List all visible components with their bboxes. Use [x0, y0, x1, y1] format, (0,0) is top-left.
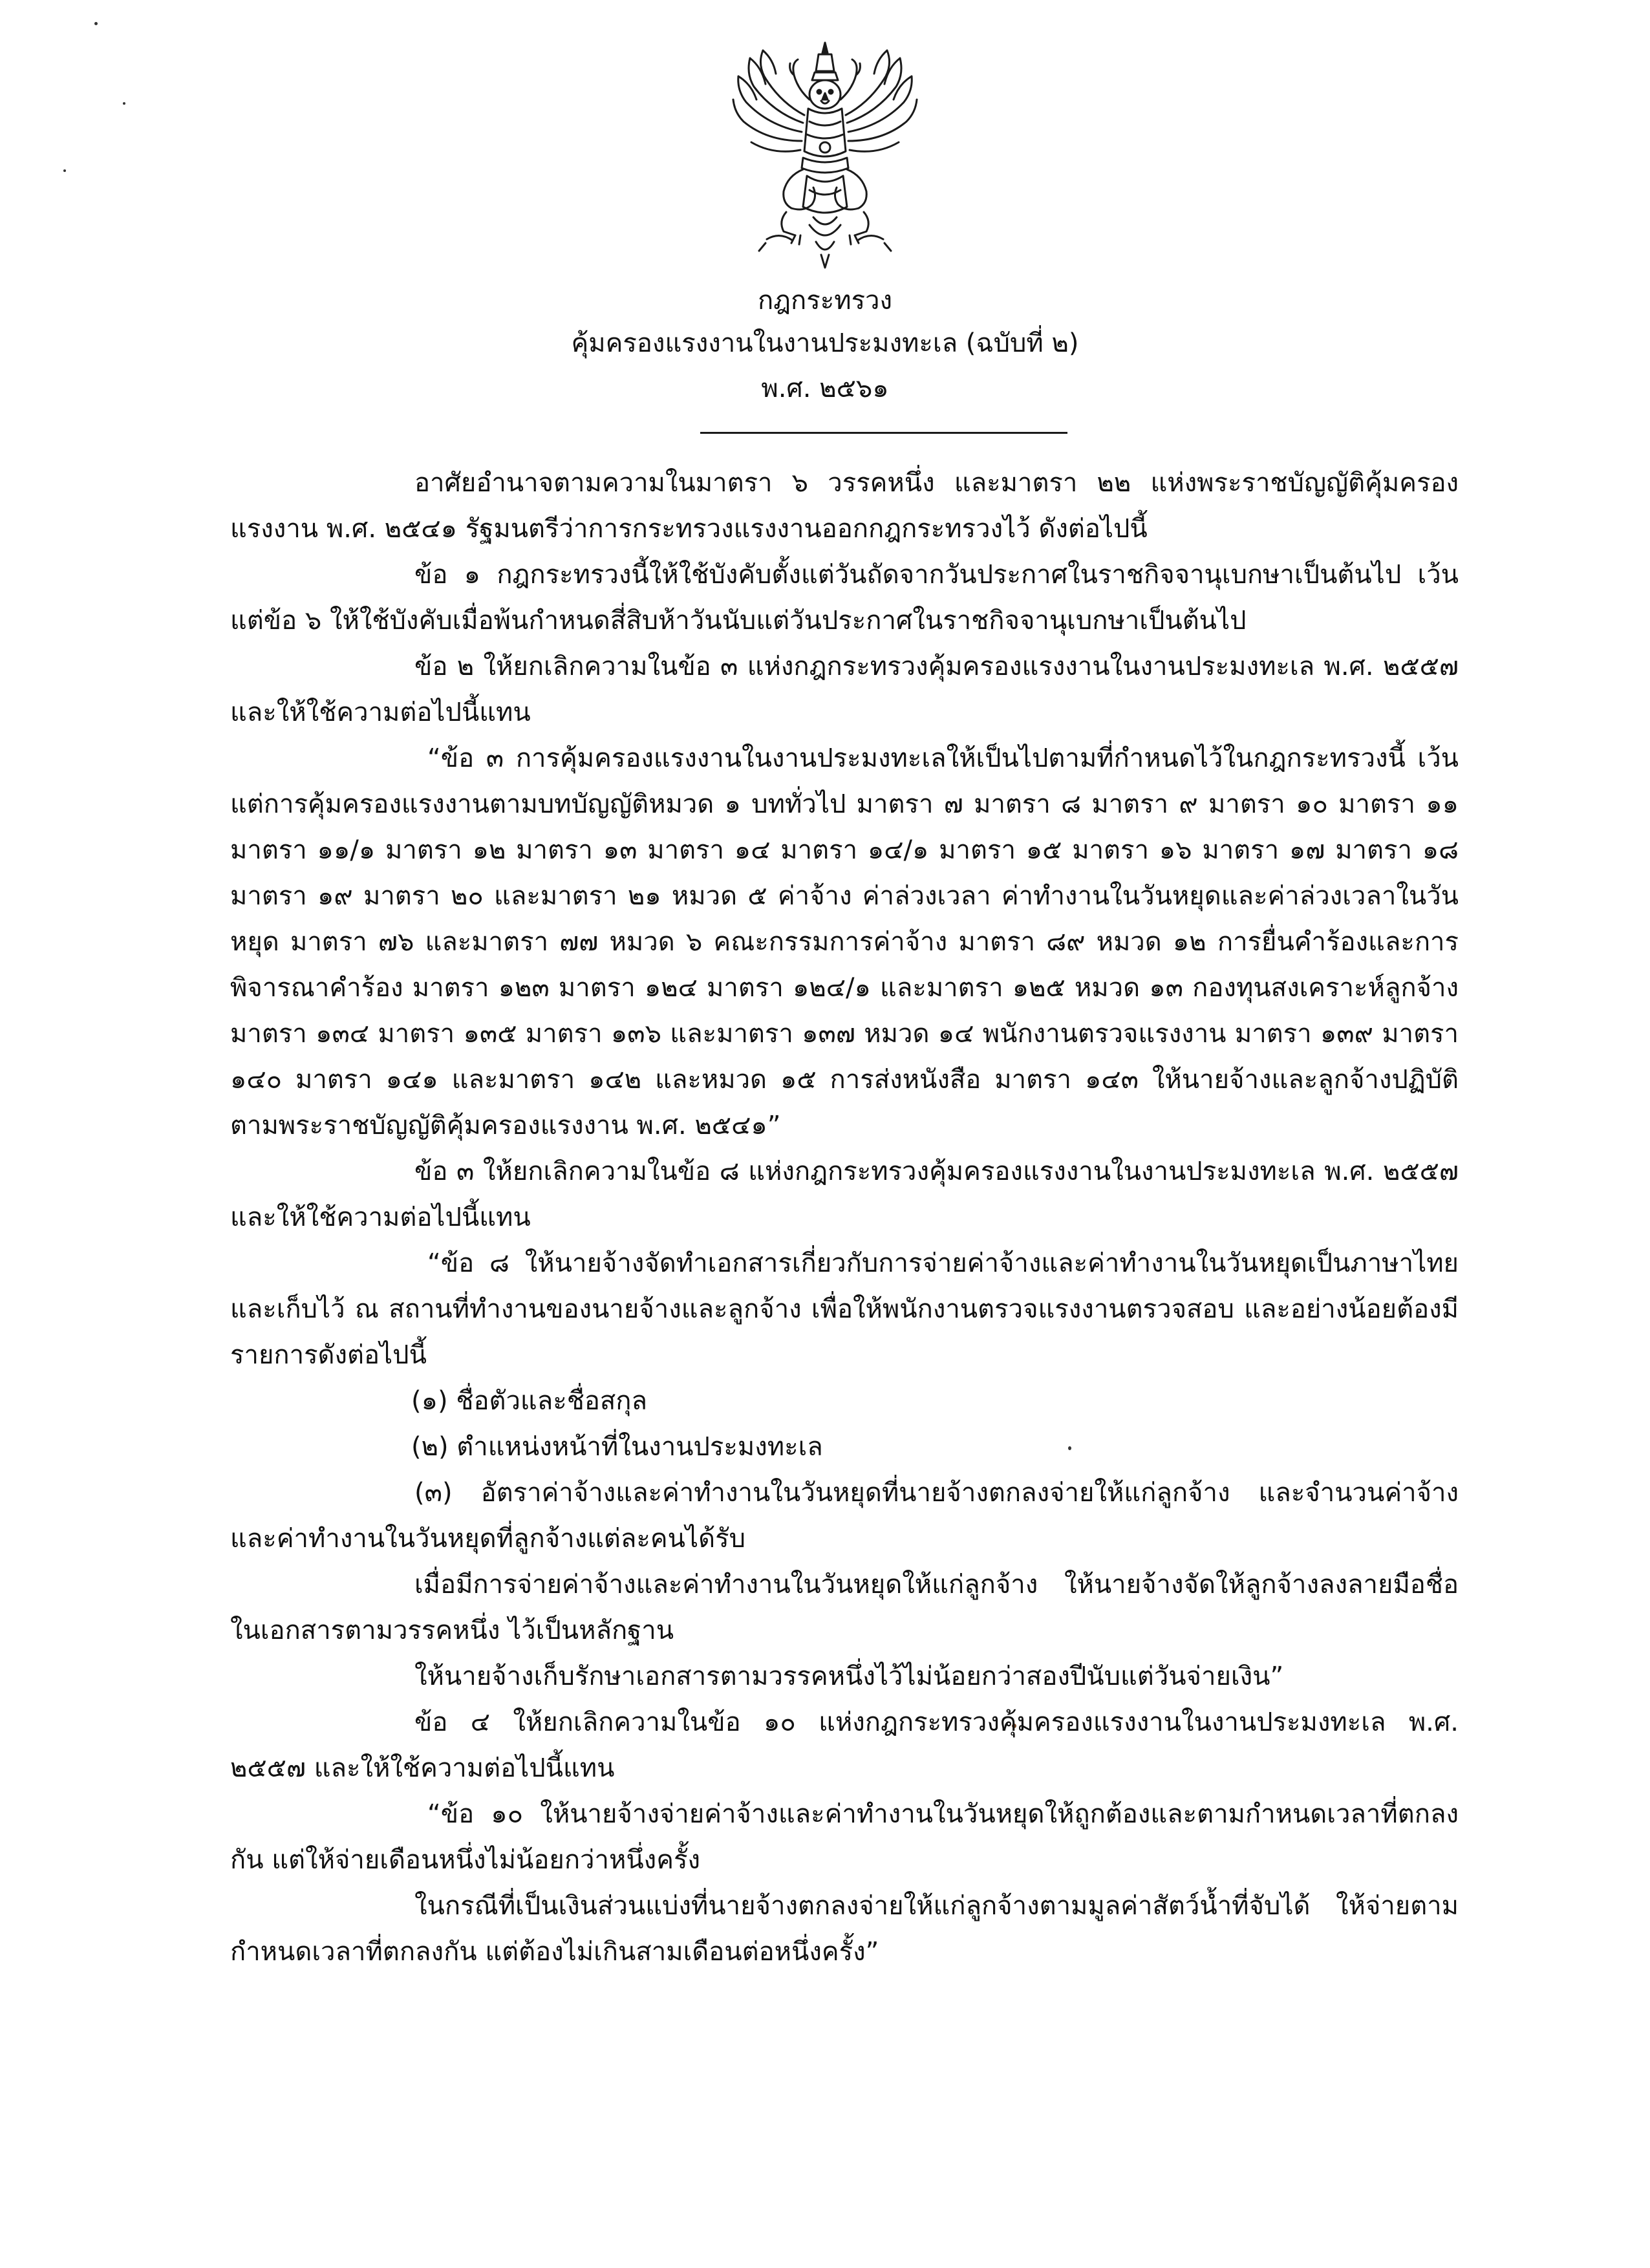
clause-4-amended-text: “ข้อ ๑๐ ให้นายจ้างจ่ายค่าจ้างและค่าทำงานในวันหยุดให้ถูกต้องและตามกำหนดเวลาที่ตกลงกัน แต่ให้จ่ายเดือนหนึ่งไม่น้อยกว่าหนึ่งครั้ง — [230, 1799, 1459, 1875]
header-divider — [700, 432, 1067, 434]
document-year: พ.ศ. ๒๕๖๑ — [761, 374, 889, 403]
scan-speck — [123, 102, 125, 105]
list-item-1: (๑) ชื่อตัวและชื่อสกุล — [411, 1386, 648, 1416]
clause-3: ข้อ ๓ ให้ยกเลิกความในข้อ ๘ แห่งกฎกระทรวงคุ้มครองแรงงานในงานประมงทะเล พ.ศ. ๒๕๕๗ และให้ใช้ความต่อไปนี้แทน — [230, 1157, 1459, 1232]
signature-requirement-paragraph: เมื่อมีการจ่ายค่าจ้างและค่าทำงานในวันหยุดให้แก่ลูกจ้าง ให้นายจ้างจัดให้ลูกจ้างลงลายมือชื่อในเอกสารตามวรรคหนึ่ง ไว้เป็นหลักฐาน — [230, 1570, 1459, 1645]
scan-speck — [94, 22, 98, 25]
scan-speck — [63, 169, 66, 172]
list-item-2: (๒) ตำแหน่งหน้าที่ในงานประมงทะเล — [411, 1432, 823, 1462]
clause-3-amended-text: “ข้อ ๘ ให้นายจ้างจัดทำเอกสารเกี่ยวกับการจ่ายค่าจ้างและค่าทำงานในวันหยุดเป็นภาษาไทย และเก็บไว้ ณ สถานที่ทำงานของนายจ้างและลูกจ้าง เพื่อให้พนักงานตรวจแรงงานตรวจสอบ และอย่างน้อยต้องมีรายการดังต่อไปนี้ — [230, 1248, 1459, 1370]
clause-2-amended-text: “ข้อ ๓ การคุ้มครองแรงงานในงานประมงทะเลให้เป็นไปตามที่กำหนดไว้ในกฎกระทรวงนี้ เว้นแต่การคุ้มครองแรงงานตามบทบัญญัติหมวด ๑ บททั่วไป มาตรา ๗ มาตรา ๘ มาตรา ๙ มาตรา ๑๐ มาตรา ๑๑ มาตรา ๑๑/๑ มาตรา ๑๒ มาตรา ๑๓ มาตรา ๑๔ มาตรา ๑๔/๑ มาตรา ๑๕ มาตรา ๑๖ มาตรา ๑๗ มาตรา ๑๘ มาตรา ๑๙ มาตรา ๒๐ และมาตรา ๒๑ หมวด ๕ ค่าจ้าง ค่าล่วงเวลา ค่าทำงานในวันหยุดและค่าล่วงเวลาในวันหยุด มาตรา ๗๖ และมาตรา ๗๗ หมวด ๖ คณะกรรมการค่าจ้าง มาตรา ๘๙ หมวด ๑๒ การยื่นคำร้องและการพิจารณาคำร้อง มาตรา ๑๒๓ มาตรา ๑๒๔ มาตรา ๑๒๔/๑ และมาตรา ๑๒๕ หมวด ๑๓ กองทุนสงเคราะห์ลูกจ้าง มาตรา ๑๓๔ มาตรา ๑๓๕ มาตรา ๑๓๖ และมาตรา ๑๓๗ หมวด ๑๔ พนักงานตรวจแรงงาน มาตรา ๑๓๙ มาตรา ๑๔๐ มาตรา ๑๔๑ และมาตรา ๑๔๒ และหมวด ๑๕ การส่งหนังสือ มาตรา ๑๔๓ ให้นายจ้างและลูกจ้างปฏิบัติตามพระราชบัญญัติคุ้มครองแรงงาน พ.ศ. ๒๕๔๑” — [230, 744, 1459, 1140]
clause-1: ข้อ ๑ กฎกระทรวงนี้ให้ใช้บังคับตั้งแต่วันถัดจากวันประกาศในราชกิจจานุเบกษาเป็นต้นไป เว้นแต่ข้อ ๖ ให้ใช้บังคับเมื่อพ้นกำหนดสี่สิบห้าวันนับแต่วันประกาศในราชกิจจานุเบกษาเป็นต้นไป — [230, 560, 1459, 636]
list-item-3: (๓) อัตราค่าจ้างและค่าทำงานในวันหยุดที่นายจ้างตกลงจ่ายให้แก่ลูกจ้าง และจำนวนค่าจ้างและค่าทำงานในวันหยุดที่ลูกจ้างแต่ละคนได้รับ — [230, 1478, 1459, 1554]
share-payment-paragraph: ในกรณีที่เป็นเงินส่วนแบ่งที่นายจ้างตกลงจ่ายให้แก่ลูกจ้างตามมูลค่าสัตว์น้ำที่จับได้ ให้จ่ายตามกำหนดเวลาที่ตกลงกัน แต่ต้องไม่เกินสามเดือนต่อหนึ่งครั้ง” — [230, 1891, 1459, 1967]
document-subtitle: คุ้มครองแรงงานในงานประมงทะเล (ฉบับที่ ๒) — [571, 328, 1079, 358]
clause-4: ข้อ ๔ ให้ยกเลิกความในข้อ ๑๐ แห่งกฎกระทรวงคุ้มครองแรงงานในงานประมงทะเล พ.ศ. ๒๕๕๗ และให้ใช้ความต่อไปนี้แทน — [230, 1707, 1459, 1783]
clause-2: ข้อ ๒ ให้ยกเลิกความในข้อ ๓ แห่งกฎกระทรวงคุ้มครองแรงงานในงานประมงทะเล พ.ศ. ๒๕๕๗ และให้ใช้ความต่อไปนี้แทน — [230, 652, 1459, 727]
document-body — [230, 460, 1459, 1975]
retention-paragraph: ให้นายจ้างเก็บรักษาเอกสารตามวรรคหนึ่งไว้ไม่น้อยกว่าสองปีนับแต่วันจ่ายเงิน” — [414, 1662, 1284, 1691]
garuda-emblem — [728, 37, 922, 270]
preamble-paragraph: อาศัยอำนาจตามความในมาตรา ๖ วรรคหนึ่ง และมาตรา ๒๒ แห่งพระราชบัญญัติคุ้มครองแรงงาน พ.ศ. ๒๕๔๑ รัฐมนตรีว่าการกระทรวงแรงงานออกกฎกระทรวงไว้ ดังต่อไปนี้ — [230, 468, 1459, 544]
document-title: กฎกระทรวง — [757, 286, 893, 316]
